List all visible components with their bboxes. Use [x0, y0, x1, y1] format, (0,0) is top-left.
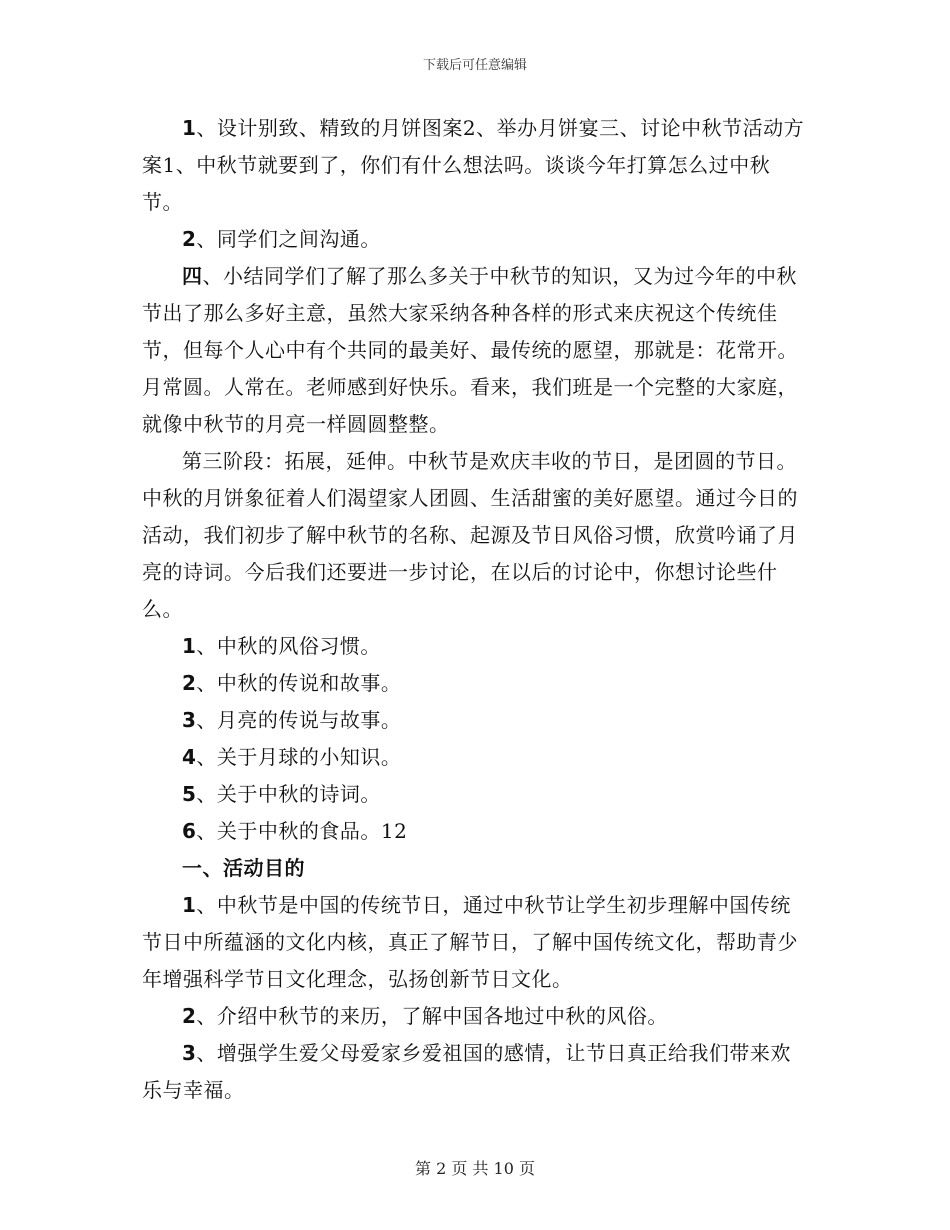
paragraph-text: 、同学们之间沟通。: [196, 227, 381, 251]
paragraph-text: 、小结同学们了解了那么多关于中秋节的知识，又为过今年的中秋节出了那么多好主意，虽然大家采纳各种各样的形式来庆祝这个传统佳节，但每个人心中有个共同的最美好、最传统的愿望，那就是：花常开。月常圆。人常在。老师感到好快乐。看来，我们班是一个完整的大家庭，就像中秋节的月亮一样圆圆整整。: [142, 264, 798, 436]
paragraph: [142, 110, 808, 221]
item-number: 1: [182, 893, 197, 917]
item-number: 2: [182, 1004, 197, 1028]
paragraph: [142, 443, 808, 628]
list-item: [142, 813, 808, 850]
list-item-text: 、关于月球的小知识。: [196, 745, 402, 769]
paragraph-text: 、设计别致、精致的月饼图案2、举办月饼宴三、讨论中秋节活动方案1、中秋节就要到了，你们有什么想法吗。谈谈今年打算怎么过中秋节。: [142, 116, 805, 214]
paragraph: [142, 1035, 808, 1109]
page-header: 下载后可任意编辑: [422, 58, 527, 73]
section-heading: [142, 850, 808, 887]
paragraph-text: 第三阶段：拓展，延伸。中秋节是欢庆丰收的节日，是团圆的节日。中秋的月饼象征着人们渴望家人团圆、生活甜蜜的美好愿望。通过今日的活动，我们初步了解中秋节的名称、起源及节日风俗习惯，欣赏吟诵了月亮的诗词。今后我们还要进一步讨论，在以后的讨论中，你想讨论些什么。: [142, 449, 798, 621]
item-number: 4: [182, 745, 197, 769]
item-number: 1: [182, 634, 197, 658]
item-number: 1: [182, 116, 197, 140]
list-item-text: 、中秋的风俗习惯。: [196, 634, 381, 658]
list-item: [142, 665, 808, 702]
paragraph-text: 、介绍中秋节的来历，了解中国各地过中秋的风俗。: [196, 1004, 668, 1028]
document-body: [142, 110, 808, 1109]
list-item: [142, 628, 808, 665]
item-number: 6: [182, 819, 197, 843]
section-heading-text: 一、活动目的: [182, 856, 305, 880]
paragraph: [142, 998, 808, 1035]
page-footer: 第 2 页 共 10 页: [415, 1159, 535, 1178]
paragraph-text: 、中秋节是中国的传统节日，通过中秋节让学生初步理解中国传统节日中所蕴涵的文化内核，真正了解节日，了解中国传统文化，帮助青少年增强科学节日文化理念，弘扬创新节日文化。: [142, 893, 798, 991]
section-number: 四: [182, 264, 203, 288]
paragraph: [142, 258, 808, 443]
list-item: [142, 702, 808, 739]
item-number: 2: [182, 227, 197, 251]
list-item-text: 、月亮的传说与故事。: [196, 708, 402, 732]
list-item-text: 、关于中秋的食品。12: [196, 819, 408, 843]
item-number: 2: [182, 671, 197, 695]
list-item: [142, 776, 808, 813]
item-number: 3: [182, 1041, 197, 1065]
list-item-text: 、中秋的传说和故事。: [196, 671, 402, 695]
list-item-text: 、关于中秋的诗词。: [196, 782, 381, 806]
paragraph: [142, 887, 808, 998]
list-item: [142, 739, 808, 776]
paragraph-text: 、增强学生爱父母爱家乡爱祖国的感情，让节日真正给我们带来欢乐与幸福。: [142, 1041, 791, 1102]
item-number: 5: [182, 782, 197, 806]
paragraph: [142, 221, 808, 258]
item-number: 3: [182, 708, 197, 732]
